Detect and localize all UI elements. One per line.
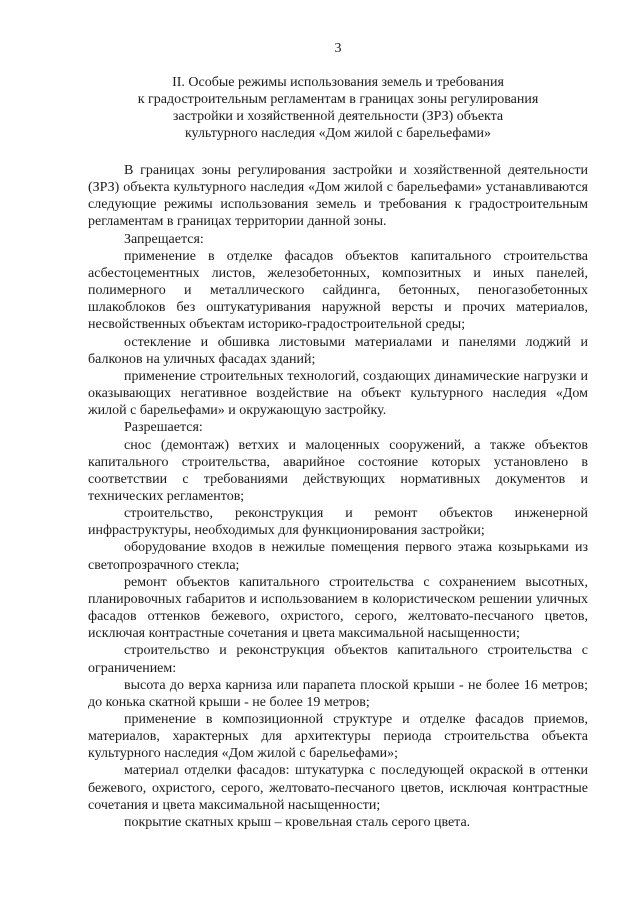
allowed-item: материал отделки фасадов: штукатурка с последующей окраской в оттенки бежевого, охристого, серого, желтовато-песчаного цветов, исключая контрастные сочетания и цвета максимальной насыщенности; [88, 763, 588, 813]
heading-line: застройки и хозяйственной деятельности (ЗРЗ) объекта [172, 109, 504, 124]
prohibited-item: применение в отделке фасадов объектов капитального строительства асбестоцементных листов, железобетонных, композитных и иных панелей, полимерного и металлического сайдинга, бетонных, пеногазобетонных шлакоблоков без оштукатуривания наружной версты и прочих материалов, несвойственных объектам историко-градостроительной среды; [88, 248, 588, 333]
allowed-label: Разрешается: [124, 420, 203, 436]
section-heading [88, 74, 588, 142]
prohibited-item: применение строительных технологий, создающих динамические нагрузки и оказывающих негативное воздействие на объект культурного наследия «Дом жилой с барельефами» и окружающую застройку. [88, 368, 588, 419]
prohibited-label: Запрещается: [124, 231, 204, 247]
allowed-item: применение в композиционной структуре и отделке фасадов приемов, материалов, характерных для архитектуры периода строительства объекта культурного наследия «Дом жилой с барельефами»; [88, 712, 588, 762]
heading-line: II. Особые режимы использования земель и требования [172, 75, 504, 90]
allowed-item: строительство и реконструкция объектов капитального строительства с ограничением: [88, 643, 588, 676]
allowed-item: строительство, реконструкция и ремонт объектов инженерной инфраструктуры, необходимых для функционирования застройки; [88, 506, 588, 539]
intro-paragraph: В границах зоны регулирования застройки и хозяйственной деятельности (ЗРЗ) объекта культурного наследия «Дом жилой с барельефами» устанавливаются следующие режимы использования земель и требования к градостроительным регламентам в границах территории данной зоны. [88, 163, 588, 230]
allowed-item: покрытие скатных крыш – кровельная сталь серого цвета. [124, 814, 471, 830]
document-body [88, 162, 588, 831]
allowed-item: ремонт объектов капитального строительства с сохранением высотных, планировочных габаритов и использованием в колористическом решении уличных фасадов оттенков бежевого, охристого, серого, желтовато-песчаного цветов, исключая контрастные сочетания и цвета максимальной насыщенности; [88, 574, 588, 642]
heading-line: культурного наследия «Дом жилой с барельефами» [184, 126, 492, 141]
allowed-item: высота до верха карниза или парапета плоской крыши - не более 16 метров; до конька скатной крыши - не более 19 метров; [88, 677, 588, 710]
prohibited-item: остекление и обшивка листовыми материалами и панелями лоджий и балконов на уличных фасадах зданий; [88, 334, 588, 367]
heading-line: к градостроительным регламентам в границах зоны регулирования [137, 92, 539, 107]
allowed-item: снос (демонтаж) ветхих и малоценных сооружений, а также объектов капитального строительства, аварийное состояние которых установлено в соответствии с требованиями действующих нормативных документов и технических регламентов; [88, 437, 588, 504]
allowed-item: оборудование входов в нежилые помещения первого этажа козырьками из светопрозрачного стекла; [88, 540, 588, 573]
page-number: 3 [334, 41, 342, 56]
